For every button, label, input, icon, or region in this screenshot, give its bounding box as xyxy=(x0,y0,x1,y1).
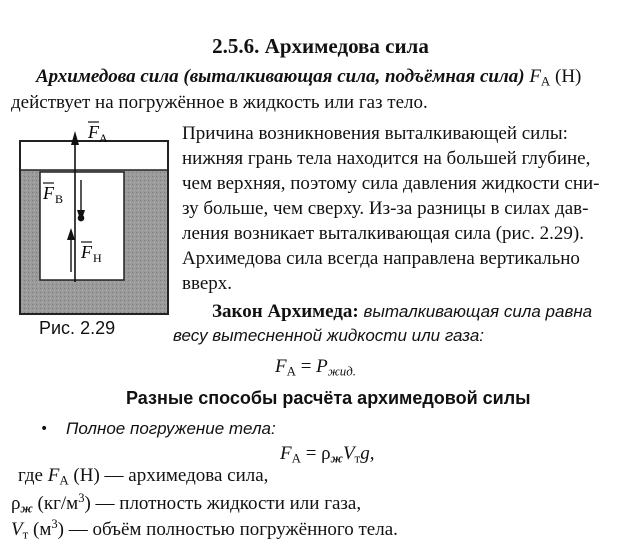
bullet-icon: • xyxy=(40,421,49,437)
definition-term: Архимедова сила (выталкивающая сила, подъёмная сила) xyxy=(36,66,525,87)
label-force-top-sub: В xyxy=(55,192,64,206)
where-density-text: ) — плотность жидкости или газа, xyxy=(84,492,362,514)
paragraph-line: вверх. xyxy=(182,273,233,294)
where-force-sub: A xyxy=(59,472,69,488)
where-force-text: (Н) — архимедова сила, xyxy=(68,465,269,486)
law-formula-eq: = xyxy=(295,356,317,377)
definition-symbol-sub: A xyxy=(540,73,551,89)
paragraph-line: Архимедова сила всегда направлена вертикально xyxy=(182,248,580,269)
where-line-density xyxy=(11,491,361,517)
where-volume-sub: т xyxy=(22,526,29,542)
law-formula-lhs-sub: A xyxy=(286,363,296,379)
definition-unit: (Н) xyxy=(555,66,582,87)
method-item-label: Полное погружение тела: xyxy=(66,419,276,438)
where-density-symbol: ρ xyxy=(11,492,21,514)
explanation-paragraph xyxy=(182,121,620,296)
law-statement xyxy=(212,301,592,323)
where-volume-symbol: V xyxy=(11,518,23,540)
law-formula-lhs: F xyxy=(275,356,287,377)
where-line-volume xyxy=(11,517,398,543)
method-formula-lhs-sub: A xyxy=(291,450,301,466)
law-formula xyxy=(275,356,356,380)
where-volume-unit: (м xyxy=(28,518,52,540)
method-formula-eq: = xyxy=(300,443,322,464)
where-density-sub: ж xyxy=(20,500,33,516)
label-force-bottom-sub: Н xyxy=(93,251,102,265)
method-formula-v-sub: т xyxy=(354,450,361,466)
methods-heading: Разные способы расчёта архимедовой силы xyxy=(126,388,531,408)
section-title-text: Архимедова сила xyxy=(264,34,429,58)
definition-symbol-letter: F xyxy=(529,66,541,87)
label-force-a: F xyxy=(88,122,99,142)
label-force-a-sub: A xyxy=(99,131,108,145)
where-line-force xyxy=(18,465,268,489)
force-a-arrowhead xyxy=(71,131,79,145)
law-heading: Закон Архимеда: xyxy=(212,301,359,322)
paragraph-line: зу больше, чем сверху. Из-за разницы в силах дав- xyxy=(182,198,589,219)
method-formula-rho-sub: ж xyxy=(330,450,343,466)
paragraph-line: ления возникает выталкивающая сила (рис. 2.29). xyxy=(182,223,584,244)
method-formula-rho: ρ xyxy=(321,443,331,464)
law-text-line1: выталкивающая сила равна xyxy=(363,302,593,321)
label-force-top: F xyxy=(43,183,54,203)
method-formula xyxy=(280,443,374,467)
label-force-bottom: F xyxy=(81,242,92,262)
section-number: 2.5.6. xyxy=(212,34,260,58)
force-top-point xyxy=(78,215,85,222)
where-density-unit-sup: 3 xyxy=(78,491,85,505)
law-text-line2: весу вытесненной жидкости или газа: xyxy=(173,326,485,345)
paragraph-line: чем верхняя, поэтому сила давления жидкости сни- xyxy=(182,173,600,194)
law-formula-rhs: P xyxy=(316,356,328,377)
definition-continuation: действует на погружённое в жидкость или газ тело. xyxy=(11,92,428,113)
paragraph-line: Причина возникновения выталкивающей силы: xyxy=(182,123,568,144)
method-formula-lhs: F xyxy=(280,443,292,464)
where-volume-text: ) — объём полностью погружённого тела. xyxy=(57,518,398,540)
paragraph-line: нижняя грань тела находится на большей глубине, xyxy=(182,148,591,169)
law-formula-rhs-sub: жид. xyxy=(327,363,356,379)
figure-caption: Рис. 2.29 xyxy=(39,318,116,338)
where-density-unit: (кг/м xyxy=(32,492,79,514)
method-formula-g: g, xyxy=(360,443,375,464)
where-prefix: где xyxy=(18,465,48,486)
where-volume-unit-sup: 3 xyxy=(51,517,58,531)
method-formula-v: V xyxy=(342,443,355,464)
where-force-symbol: F xyxy=(47,465,60,486)
